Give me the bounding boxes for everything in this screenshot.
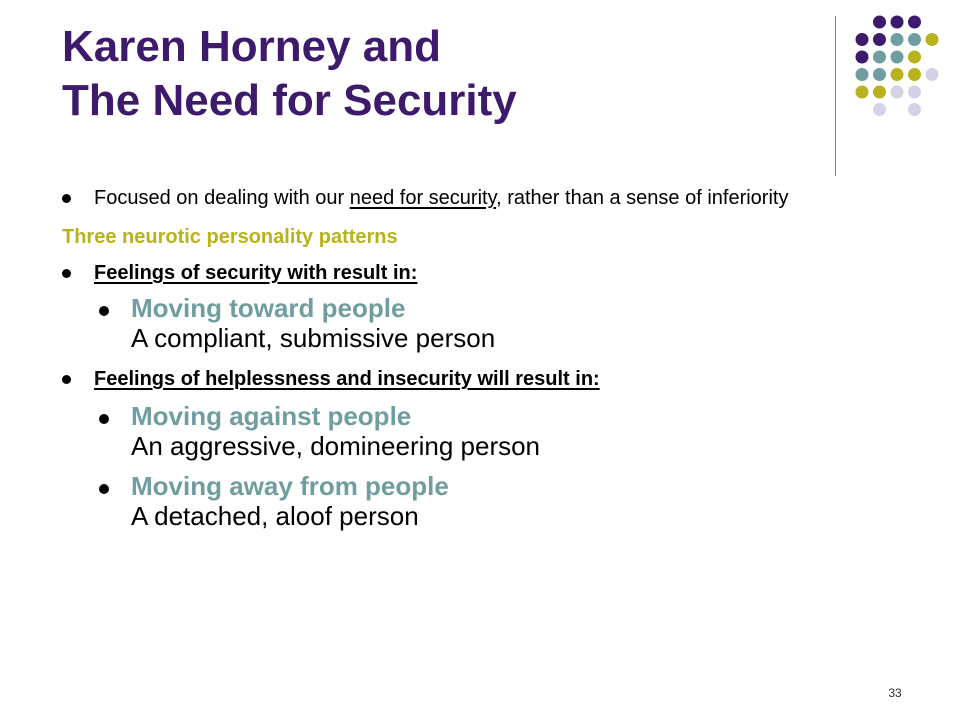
page-number: 33 bbox=[888, 686, 902, 700]
bullet-security bbox=[62, 261, 902, 285]
decor-dot bbox=[926, 33, 939, 46]
decor-dot bbox=[873, 51, 886, 64]
decor-dot bbox=[891, 33, 904, 46]
decor-dot bbox=[908, 51, 921, 64]
decor-dot bbox=[856, 33, 869, 46]
decor-dot bbox=[908, 68, 921, 81]
bullet-focused bbox=[62, 186, 902, 210]
decor-dot bbox=[856, 51, 869, 64]
decor-dot bbox=[891, 86, 904, 99]
bullet-security-text: Feelings of security with result in: bbox=[94, 262, 418, 284]
bullet-focused-emphasis: need for security bbox=[349, 187, 497, 209]
decor-dot bbox=[856, 68, 869, 81]
bullet-dot bbox=[99, 484, 109, 494]
bullet-dot bbox=[62, 194, 71, 203]
bullet-dot bbox=[99, 414, 109, 424]
pattern-away-head: Moving away from people bbox=[131, 471, 449, 501]
decor-dot bbox=[908, 33, 921, 46]
decor-dot bbox=[908, 86, 921, 99]
pattern-against bbox=[99, 401, 902, 461]
decor-dot bbox=[873, 68, 886, 81]
decor-dot bbox=[873, 33, 886, 46]
decor-dot bbox=[856, 86, 869, 99]
bullet-dot bbox=[99, 306, 109, 316]
pattern-against-head: Moving against people bbox=[131, 401, 412, 431]
slide-body bbox=[62, 186, 902, 531]
pattern-away bbox=[99, 471, 902, 531]
decor-dot bbox=[873, 103, 886, 116]
decor-dot bbox=[891, 16, 904, 29]
bullet-helplessness-text: Feelings of helplessness and insecurity will result in: bbox=[94, 368, 600, 390]
pattern-toward bbox=[99, 293, 902, 353]
pattern-against-sub: An aggressive, domineering person bbox=[131, 431, 541, 461]
bullet-dot bbox=[62, 375, 71, 384]
pattern-toward-sub: A compliant, submissive person bbox=[131, 323, 496, 353]
decor-dot bbox=[908, 103, 921, 116]
title-line-1: Karen Horney and bbox=[62, 22, 441, 71]
pattern-toward-head: Moving toward people bbox=[131, 293, 406, 323]
decor-dot bbox=[873, 16, 886, 29]
decor-dot bbox=[873, 86, 886, 99]
bullet-focused-suffix: , rather than a sense of inferiority bbox=[496, 187, 789, 209]
decor-dot bbox=[908, 16, 921, 29]
decor-dot bbox=[891, 51, 904, 64]
bullet-focused-prefix: Focused on dealing with our bbox=[94, 187, 350, 209]
pattern-away-sub: A detached, aloof person bbox=[131, 501, 419, 531]
bullet-dot bbox=[62, 269, 71, 278]
decor-dot bbox=[891, 68, 904, 81]
bullet-helplessness bbox=[62, 367, 902, 391]
title-line-2: The Need for Security bbox=[62, 76, 517, 125]
decorative-dot-grid bbox=[0, 0, 960, 200]
decor-dot bbox=[926, 68, 939, 81]
patterns-heading: Three neurotic personality patterns bbox=[62, 226, 398, 248]
